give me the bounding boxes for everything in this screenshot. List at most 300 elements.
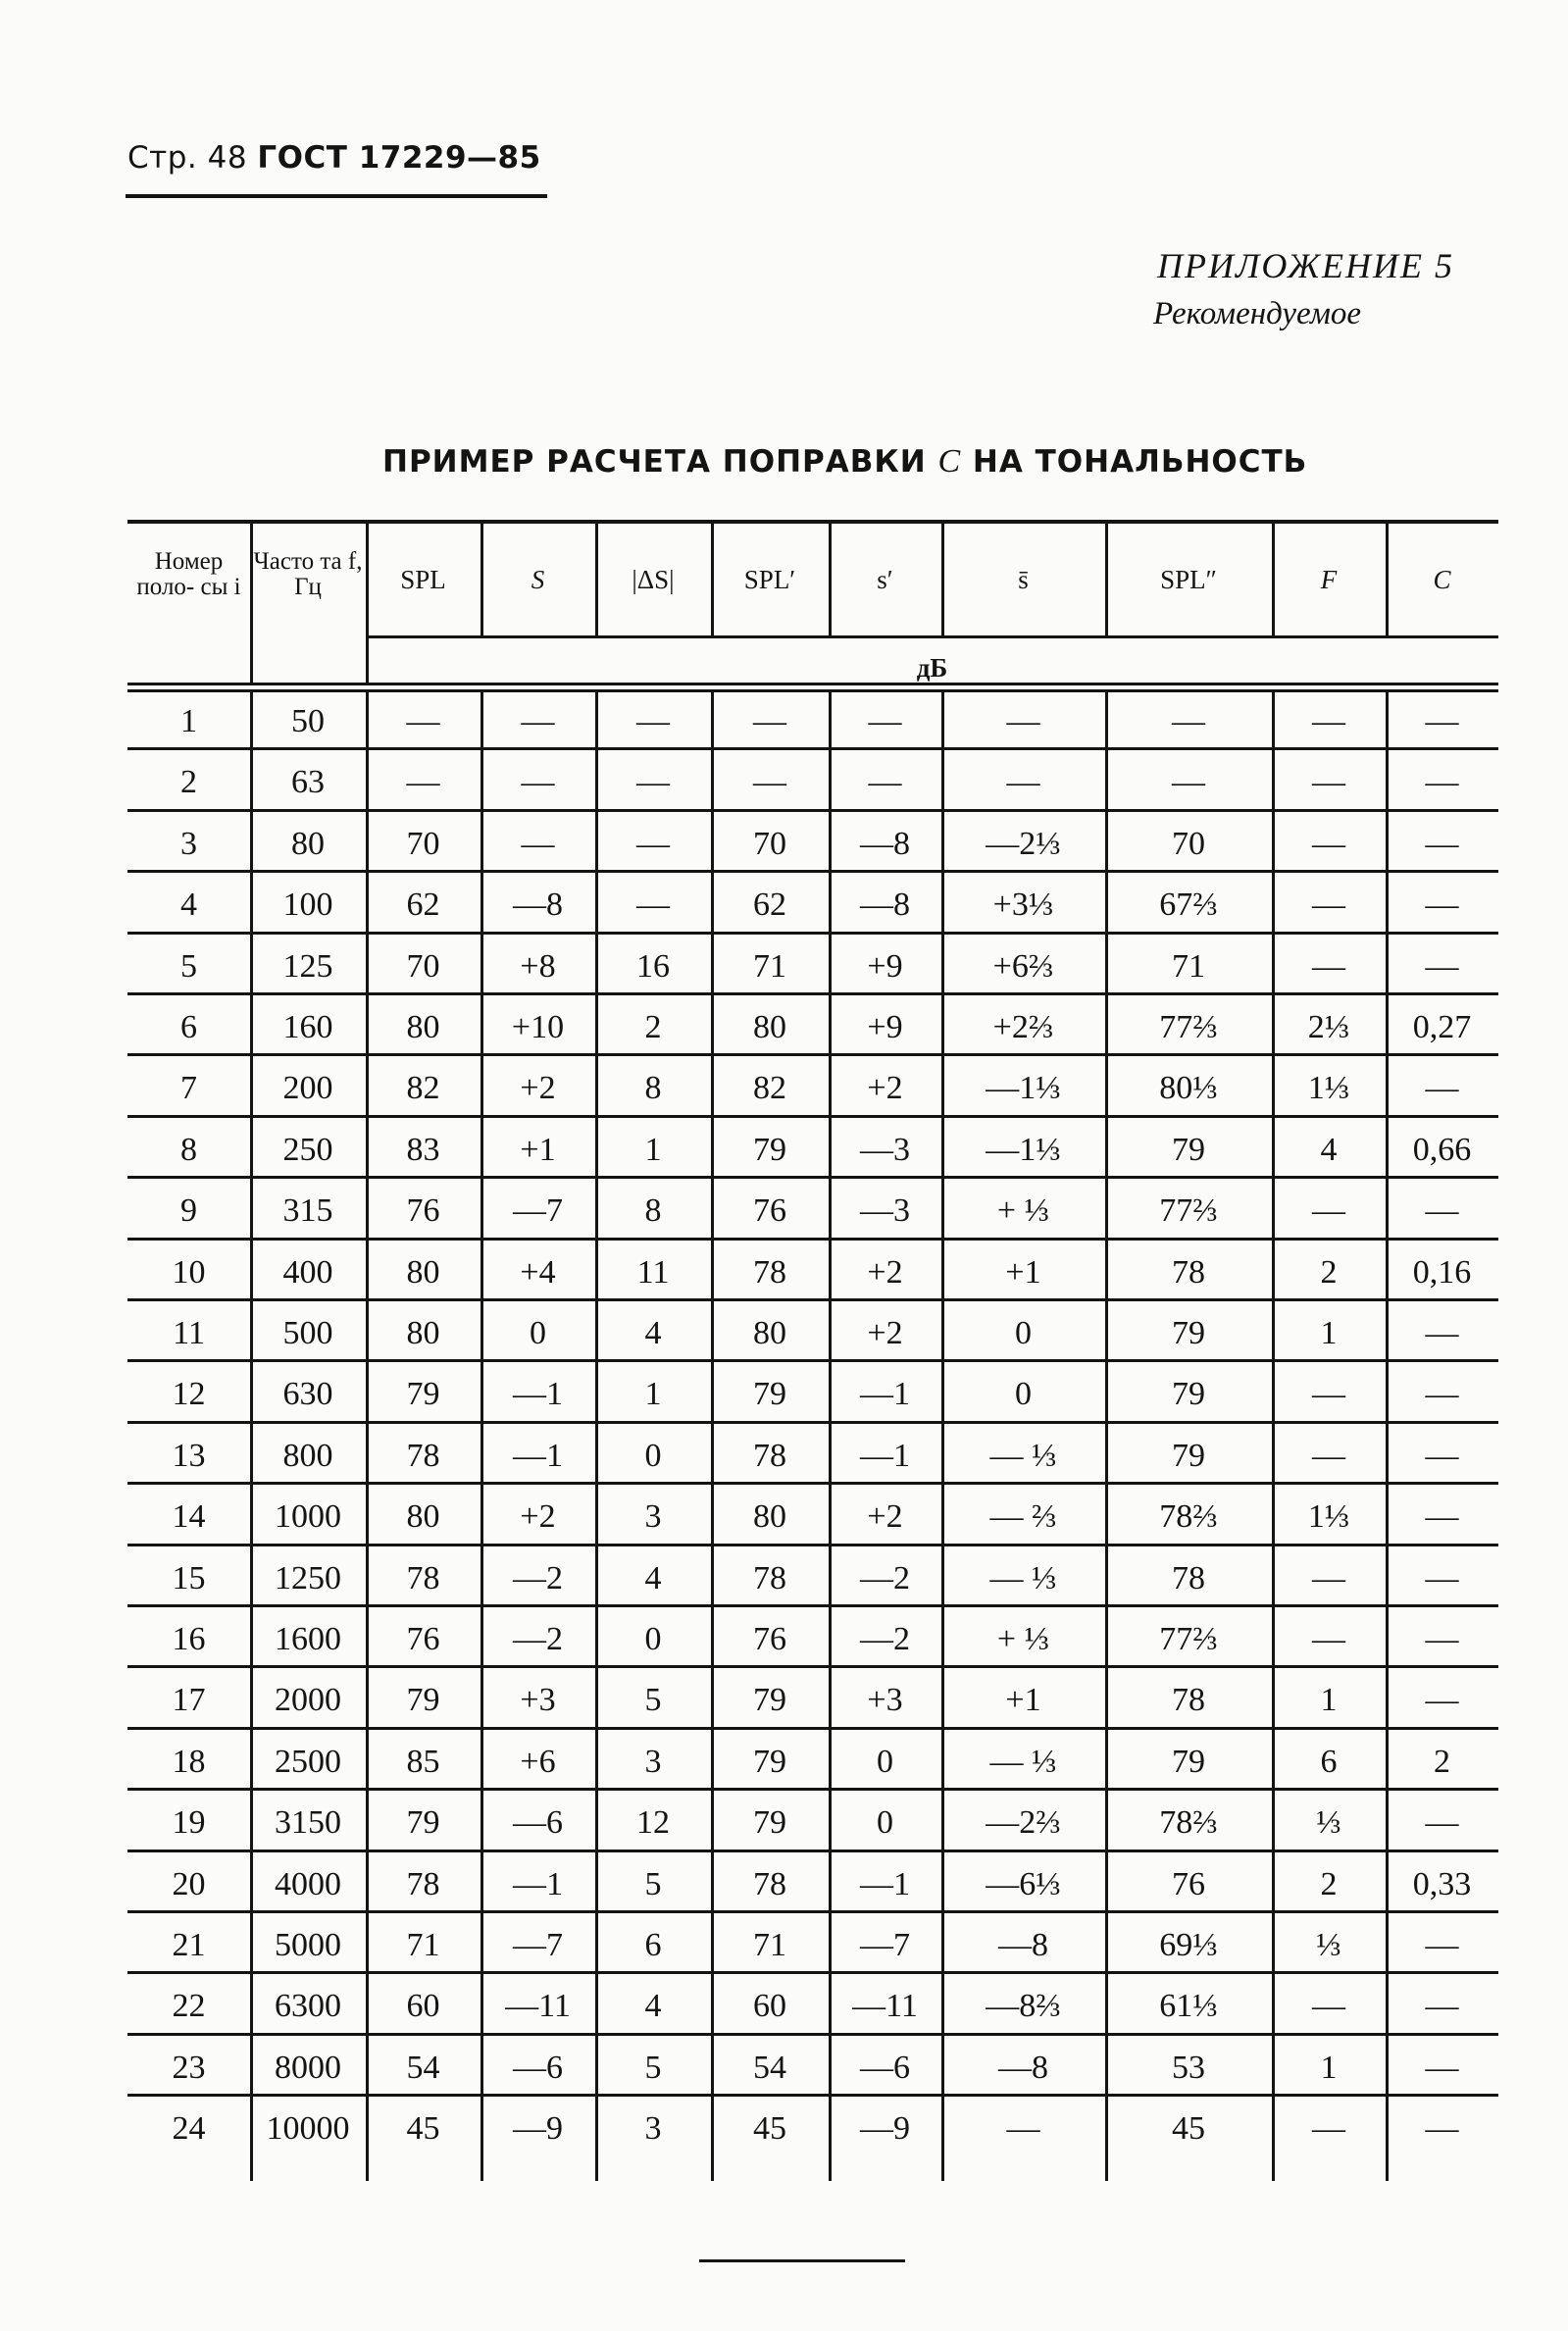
appendix-status: Рекомендуемое xyxy=(1153,296,1362,331)
table-cell: 2 xyxy=(1434,1743,1450,1780)
table-cell: 1 xyxy=(1320,2049,1338,2086)
table-cell: 82 xyxy=(753,1070,786,1107)
table-cell: —8⅔ xyxy=(986,1988,1061,2025)
table-cell: — xyxy=(1425,1315,1459,1351)
table-cell: —9 xyxy=(513,2110,563,2148)
table-cell: 1 xyxy=(1320,1315,1338,1351)
table-cell: 77⅔ xyxy=(1159,1621,1218,1657)
table-cell: 70 xyxy=(406,825,440,862)
row-underline xyxy=(127,1604,1498,1607)
table-cell: 71 xyxy=(753,1927,786,1963)
row-underline xyxy=(127,1421,1498,1424)
table-cell: +1 xyxy=(1005,1682,1041,1719)
row-underline xyxy=(127,932,1498,935)
table-cell: 78 xyxy=(753,1253,786,1291)
table-cell: 250 xyxy=(282,1131,333,1168)
table-cell: —1 xyxy=(860,1376,910,1413)
table-cell: 0,16 xyxy=(1412,1253,1472,1291)
table-cell: 71 xyxy=(753,947,786,985)
table-cell: —2⅔ xyxy=(986,1804,1061,1842)
table-cell: 78⅔ xyxy=(1159,1498,1218,1536)
appendix-title: ПРИЛОЖЕНИЕ 5 xyxy=(1157,246,1454,285)
column-header: Номер поло- сы i xyxy=(136,548,241,600)
table-cell: 78 xyxy=(753,1559,786,1596)
table-cell: 2⅓ xyxy=(1307,1009,1350,1045)
table-cell: 79 xyxy=(1172,1315,1205,1351)
table-cell: 76 xyxy=(406,1621,440,1657)
table-cell: 0,33 xyxy=(1412,1865,1472,1902)
table-cell: 61⅓ xyxy=(1159,1988,1218,2025)
table-cell: 21 xyxy=(172,1927,206,1963)
table-cell: 79 xyxy=(1172,1743,1205,1780)
table-cell: 4 xyxy=(644,1559,662,1596)
table-cell: — xyxy=(753,764,786,801)
table-cell: — xyxy=(1425,1192,1459,1230)
table-cell: 160 xyxy=(282,1009,333,1045)
table-cell: —6⅓ xyxy=(986,1865,1061,1902)
table-cell: +6⅔ xyxy=(992,947,1054,985)
page-label: Стр. 48 xyxy=(127,140,248,176)
table-cell: 6 xyxy=(180,1009,197,1045)
table-cell: 13 xyxy=(172,1437,206,1474)
table-cell: 1⅓ xyxy=(1307,1498,1350,1536)
table-cell: — xyxy=(1312,764,1345,801)
table-cell: +1 xyxy=(1005,1253,1041,1291)
header-column-divider xyxy=(250,524,253,683)
table-cell: —2 xyxy=(513,1559,563,1596)
table-cell: 78 xyxy=(1172,1253,1205,1291)
table-cell: 80 xyxy=(406,1498,440,1536)
table-cell: 11 xyxy=(636,1253,670,1291)
table-cell: 22 xyxy=(172,1988,206,2025)
table-cell: — xyxy=(753,703,786,739)
table-cell: 77⅔ xyxy=(1159,1192,1218,1230)
table-cell: ⅓ xyxy=(1316,1927,1341,1963)
table-cell: 16 xyxy=(172,1621,206,1657)
table-cell: — xyxy=(1006,703,1040,739)
table-cell: 24 xyxy=(172,2110,206,2148)
table-cell: + ⅓ xyxy=(996,1621,1050,1657)
table-cell: — xyxy=(1425,2110,1459,2148)
row-underline xyxy=(127,870,1498,873)
table-cell: 80 xyxy=(406,1009,440,1045)
row-underline xyxy=(127,1115,1498,1118)
table-cell: — xyxy=(636,703,670,739)
table-cell: 0,66 xyxy=(1412,1131,1472,1168)
table-cell: 18 xyxy=(172,1743,206,1780)
row-underline xyxy=(127,2094,1498,2097)
row-underline xyxy=(127,1544,1498,1546)
table-cell: — xyxy=(406,703,440,739)
table-cell: — xyxy=(1312,825,1345,862)
table-cell: 71 xyxy=(406,1927,440,1963)
table-cell: — xyxy=(1172,764,1205,801)
table-cell: 1 xyxy=(1320,1682,1338,1719)
table-cell: +2⅔ xyxy=(992,1009,1054,1045)
table-cell: +10 xyxy=(511,1009,565,1045)
table-cell: + ⅓ xyxy=(996,1192,1050,1230)
table-cell: — xyxy=(1312,887,1345,924)
table-cell: — ⅓ xyxy=(989,1743,1057,1780)
table-cell: — xyxy=(1312,1621,1345,1657)
table-cell: 19 xyxy=(172,1804,206,1842)
table-cell: — xyxy=(1425,1498,1459,1536)
table-cell: 45 xyxy=(406,2110,440,2148)
table-cell: 79 xyxy=(753,1131,786,1168)
table-cell: — xyxy=(521,703,555,739)
table-cell: 8000 xyxy=(275,2049,341,2086)
table-cell: 9 xyxy=(180,1192,197,1230)
table-cell: 70 xyxy=(753,825,786,862)
table-cell: — xyxy=(521,825,555,862)
row-underline xyxy=(127,1176,1498,1179)
table-cell: 3 xyxy=(644,2110,662,2148)
unit-label: дБ xyxy=(916,653,948,683)
table-cell: 60 xyxy=(406,1988,440,2025)
table-cell: — xyxy=(1425,1804,1459,1842)
table-cell: 17 xyxy=(172,1682,206,1719)
table-cell: 3 xyxy=(644,1498,662,1536)
table-cell: 45 xyxy=(1172,2110,1205,2148)
table-cell: 6 xyxy=(1320,1743,1338,1780)
table-cell: — xyxy=(636,825,670,862)
row-underline xyxy=(127,992,1498,995)
table-cell: +4 xyxy=(520,1253,556,1291)
table-cell: —7 xyxy=(513,1192,563,1230)
table-cell: 1 xyxy=(644,1376,662,1413)
table-cell: — xyxy=(636,764,670,801)
table-cell: 23 xyxy=(172,2049,206,2086)
column-header: C xyxy=(1433,565,1451,594)
table-cell: 500 xyxy=(282,1315,333,1351)
row-underline xyxy=(127,1665,1498,1668)
table-cell: — xyxy=(406,764,440,801)
table-cell: — xyxy=(1425,1376,1459,1413)
header-double-rule-1 xyxy=(127,683,1498,685)
table-cell: 78 xyxy=(406,1437,440,1474)
table-cell: 82 xyxy=(406,1070,440,1107)
table-cell: — xyxy=(1006,764,1040,801)
table-cell: 6 xyxy=(644,1927,662,1963)
table-cell: —3 xyxy=(860,1192,910,1230)
table-cell: 3 xyxy=(644,1743,662,1780)
table-cell: +2 xyxy=(520,1498,556,1536)
table-cell: 3 xyxy=(180,825,197,862)
footer-divider xyxy=(699,2259,905,2262)
table-cell: 10000 xyxy=(266,2110,350,2148)
row-underline xyxy=(127,809,1498,812)
table-cell: +3 xyxy=(520,1682,556,1719)
table-cell: — xyxy=(1425,1927,1459,1963)
table-cell: 78 xyxy=(1172,1682,1205,1719)
table-cell: 0 xyxy=(1015,1315,1032,1351)
table-cell: +2 xyxy=(867,1315,903,1351)
table-cell: 5 xyxy=(644,2049,662,2086)
table-cell: 5000 xyxy=(275,1927,341,1963)
table-cell: 80 xyxy=(406,1253,440,1291)
table-cell: 800 xyxy=(282,1437,333,1474)
table-cell: 20 xyxy=(172,1865,206,1902)
table-cell: 79 xyxy=(753,1376,786,1413)
table-cell: —1 xyxy=(513,1865,563,1902)
table-cell: — xyxy=(1312,1559,1345,1596)
table-cell: 67⅔ xyxy=(1159,887,1218,924)
table-cell: — xyxy=(1425,703,1459,739)
table-cell: — xyxy=(1312,947,1345,985)
table-cell: —1 xyxy=(860,1865,910,1902)
table-cell: +3⅓ xyxy=(992,887,1054,924)
column-header: SPL′ xyxy=(743,565,796,594)
table-cell: — xyxy=(1006,2110,1040,2148)
table-cell: — ⅓ xyxy=(989,1559,1057,1596)
table-cell: 5 xyxy=(644,1682,662,1719)
table-title-symbol: C xyxy=(937,443,962,480)
table-cell: 79 xyxy=(1172,1376,1205,1413)
table-cell: 85 xyxy=(406,1743,440,1780)
table-cell: 0,27 xyxy=(1412,1009,1472,1045)
table-cell: 62 xyxy=(753,887,786,924)
row-underline xyxy=(127,1788,1498,1791)
table-cell: 80⅓ xyxy=(1159,1070,1218,1107)
table-cell: 1 xyxy=(644,1131,662,1168)
table-cell: 4 xyxy=(644,1988,662,2025)
table-cell: — xyxy=(1425,825,1459,862)
table-cell: 79 xyxy=(753,1804,786,1842)
table-cell: 54 xyxy=(753,2049,786,2086)
table-cell: 12 xyxy=(636,1804,670,1842)
table-cell: 77⅔ xyxy=(1159,1009,1218,1045)
table-cell: 80 xyxy=(291,825,325,862)
table-cell: 79 xyxy=(406,1682,440,1719)
table-cell: 69⅓ xyxy=(1159,1927,1218,1963)
table-cell: +3 xyxy=(867,1682,903,1719)
table-cell: 79 xyxy=(753,1743,786,1780)
table-cell: 80 xyxy=(406,1315,440,1351)
table-cell: 78 xyxy=(753,1437,786,1474)
table-cell: 80 xyxy=(753,1009,786,1045)
table-cell: —9 xyxy=(860,2110,910,2148)
row-underline xyxy=(127,1910,1498,1913)
table-cell: 0 xyxy=(877,1804,893,1842)
table-cell: — xyxy=(1172,703,1205,739)
table-cell: —2 xyxy=(860,1559,910,1596)
table-cell: 60 xyxy=(753,1988,786,2025)
table-cell: 80 xyxy=(753,1498,786,1536)
table-cell: +9 xyxy=(867,1009,903,1045)
table-cell: 0 xyxy=(530,1315,546,1351)
table-cell: 10 xyxy=(172,1253,206,1291)
row-underline xyxy=(127,2033,1498,2036)
table-cell: 76 xyxy=(406,1192,440,1230)
table-cell: — xyxy=(1425,1437,1459,1474)
table-cell: 79 xyxy=(406,1376,440,1413)
row-underline xyxy=(127,1482,1498,1485)
table-title-part2: НА ТОНАЛЬНОСТЬ xyxy=(972,444,1308,480)
column-header: s′ xyxy=(877,565,893,594)
table-cell: +8 xyxy=(520,947,556,985)
unit-rule xyxy=(366,635,1498,638)
row-underline xyxy=(127,1238,1498,1241)
table-cell: 63 xyxy=(291,764,325,801)
table-cell: 5 xyxy=(180,947,197,985)
table-cell: — xyxy=(1312,2110,1345,2148)
table-cell: 70 xyxy=(406,947,440,985)
page-header xyxy=(127,140,541,176)
table-title-part1: ПРИМЕР РАСЧЕТА ПОПРАВКИ xyxy=(382,444,927,480)
table-cell: 76 xyxy=(753,1192,786,1230)
table-title xyxy=(382,443,1307,481)
header-divider xyxy=(126,194,547,198)
table-cell: —3 xyxy=(860,1131,910,1168)
column-header: SPL xyxy=(400,565,446,594)
table-cell: 76 xyxy=(753,1621,786,1657)
table-cell: — xyxy=(1425,887,1459,924)
table-cell: —1 xyxy=(513,1376,563,1413)
table-cell: — ⅓ xyxy=(989,1437,1057,1474)
table-cell: 5 xyxy=(644,1865,662,1902)
table-cell: 125 xyxy=(282,947,333,985)
table-cell: —6 xyxy=(513,2049,563,2086)
table-cell: 2000 xyxy=(275,1682,341,1719)
table-cell: — xyxy=(521,764,555,801)
table-cell: +9 xyxy=(867,947,903,985)
table-cell: 50 xyxy=(291,703,325,739)
table-cell: +2 xyxy=(867,1253,903,1291)
table-cell: —7 xyxy=(860,1927,910,1963)
table-cell: —11 xyxy=(852,1988,918,2025)
table-cell: 78 xyxy=(753,1865,786,1902)
table-cell: 0 xyxy=(1015,1376,1032,1413)
table-cell: 2 xyxy=(644,1009,662,1045)
table-cell: 83 xyxy=(406,1131,440,1168)
table-cell: 8 xyxy=(644,1070,662,1107)
table-cell: 15 xyxy=(172,1559,206,1596)
table-cell: 1000 xyxy=(275,1498,341,1536)
table-cell: — xyxy=(1425,947,1459,985)
table-cell: 78 xyxy=(406,1559,440,1596)
table-cell: 2 xyxy=(180,764,197,801)
table-cell: 2 xyxy=(1320,1865,1338,1902)
table-cell: 76 xyxy=(1172,1865,1205,1902)
table-cell: — xyxy=(1312,1988,1345,2025)
table-cell: 0 xyxy=(877,1743,893,1780)
table-cell: — xyxy=(1312,1437,1345,1474)
table-cell: —8 xyxy=(998,2049,1048,2086)
table-cell: —1⅓ xyxy=(986,1070,1061,1107)
table-cell: 4 xyxy=(644,1315,662,1351)
table-cell: —7 xyxy=(513,1927,563,1963)
table-cell: 12 xyxy=(172,1376,206,1413)
table-cell: — xyxy=(1425,1682,1459,1719)
table-cell: 78⅔ xyxy=(1159,1804,1218,1842)
row-underline xyxy=(127,747,1498,750)
table-cell: — xyxy=(1425,1070,1459,1107)
table-cell: — xyxy=(1425,764,1459,801)
table-cell: 71 xyxy=(1172,947,1205,985)
table-cell: — xyxy=(868,764,902,801)
row-underline xyxy=(127,1359,1498,1362)
table-cell: —8 xyxy=(860,887,910,924)
header-double-rule-2 xyxy=(127,689,1498,692)
table-cell: ⅓ xyxy=(1316,1804,1341,1842)
column-header: S xyxy=(531,565,545,594)
table-cell: 100 xyxy=(282,887,333,924)
table-cell: 4 xyxy=(180,887,197,924)
table-cell: — xyxy=(868,703,902,739)
table-cell: 3150 xyxy=(275,1804,341,1842)
table-cell: 70 xyxy=(1172,825,1205,862)
table-cell: 1⅓ xyxy=(1307,1070,1350,1107)
table-cell: 4 xyxy=(1320,1131,1338,1168)
row-underline xyxy=(127,1971,1498,1974)
table-cell: +1 xyxy=(520,1131,556,1168)
table-cell: +2 xyxy=(867,1070,903,1107)
table-cell: — xyxy=(1425,1621,1459,1657)
table-cell: 8 xyxy=(180,1131,197,1168)
table-cell: —2⅓ xyxy=(986,825,1061,862)
table-top-rule xyxy=(127,520,1498,524)
table-cell: —11 xyxy=(505,1988,571,2025)
table-cell: +6 xyxy=(520,1743,556,1780)
table-cell: —1 xyxy=(860,1437,910,1474)
table-cell: 78 xyxy=(406,1865,440,1902)
table-cell: —1 xyxy=(513,1437,563,1474)
table-cell: 79 xyxy=(1172,1131,1205,1168)
column-header: s̄ xyxy=(1018,565,1029,594)
row-underline xyxy=(127,1298,1498,1301)
standard-number: ГОСТ 17229—85 xyxy=(257,140,541,176)
table-cell: —2 xyxy=(513,1621,563,1657)
table-cell: 2 xyxy=(1320,1253,1338,1291)
table-cell: —8 xyxy=(513,887,563,924)
table-cell: — xyxy=(1425,1559,1459,1596)
table-cell: — xyxy=(1425,2049,1459,2086)
column-header: Часто та f, Гц xyxy=(253,548,363,600)
table-cell: — xyxy=(636,887,670,924)
table-cell: 315 xyxy=(282,1192,333,1230)
table-cell: 7 xyxy=(180,1070,197,1107)
table-cell: 1600 xyxy=(275,1621,341,1657)
column-header: F xyxy=(1320,565,1338,594)
table-cell: —2 xyxy=(860,1621,910,1657)
table-cell: 79 xyxy=(406,1804,440,1842)
row-underline xyxy=(127,1727,1498,1730)
table-cell: 78 xyxy=(1172,1559,1205,1596)
table-cell: 79 xyxy=(753,1682,786,1719)
table-cell: 53 xyxy=(1172,2049,1205,2086)
table-cell: +2 xyxy=(867,1498,903,1536)
table-cell: 200 xyxy=(282,1070,333,1107)
table-cell: 80 xyxy=(753,1315,786,1351)
column-header: |ΔS| xyxy=(632,565,675,594)
table-cell: — xyxy=(1312,703,1345,739)
table-cell: —1⅓ xyxy=(986,1131,1061,1168)
table-cell: — xyxy=(1312,1376,1345,1413)
table-cell: 54 xyxy=(406,2049,440,2086)
table-cell: —8 xyxy=(998,1927,1048,1963)
table-cell: 400 xyxy=(282,1253,333,1291)
table-cell: 16 xyxy=(636,947,670,985)
table-cell: 6300 xyxy=(275,1988,341,2025)
table-cell: 0 xyxy=(644,1437,662,1474)
table-cell: 1 xyxy=(180,703,197,739)
table-cell: —6 xyxy=(513,1804,563,1842)
table-cell: — ⅔ xyxy=(989,1498,1057,1536)
table-cell: 14 xyxy=(172,1498,206,1536)
table-cell: 0 xyxy=(644,1621,662,1657)
table-cell: — xyxy=(1425,1988,1459,2025)
column-header: SPL″ xyxy=(1160,565,1217,594)
